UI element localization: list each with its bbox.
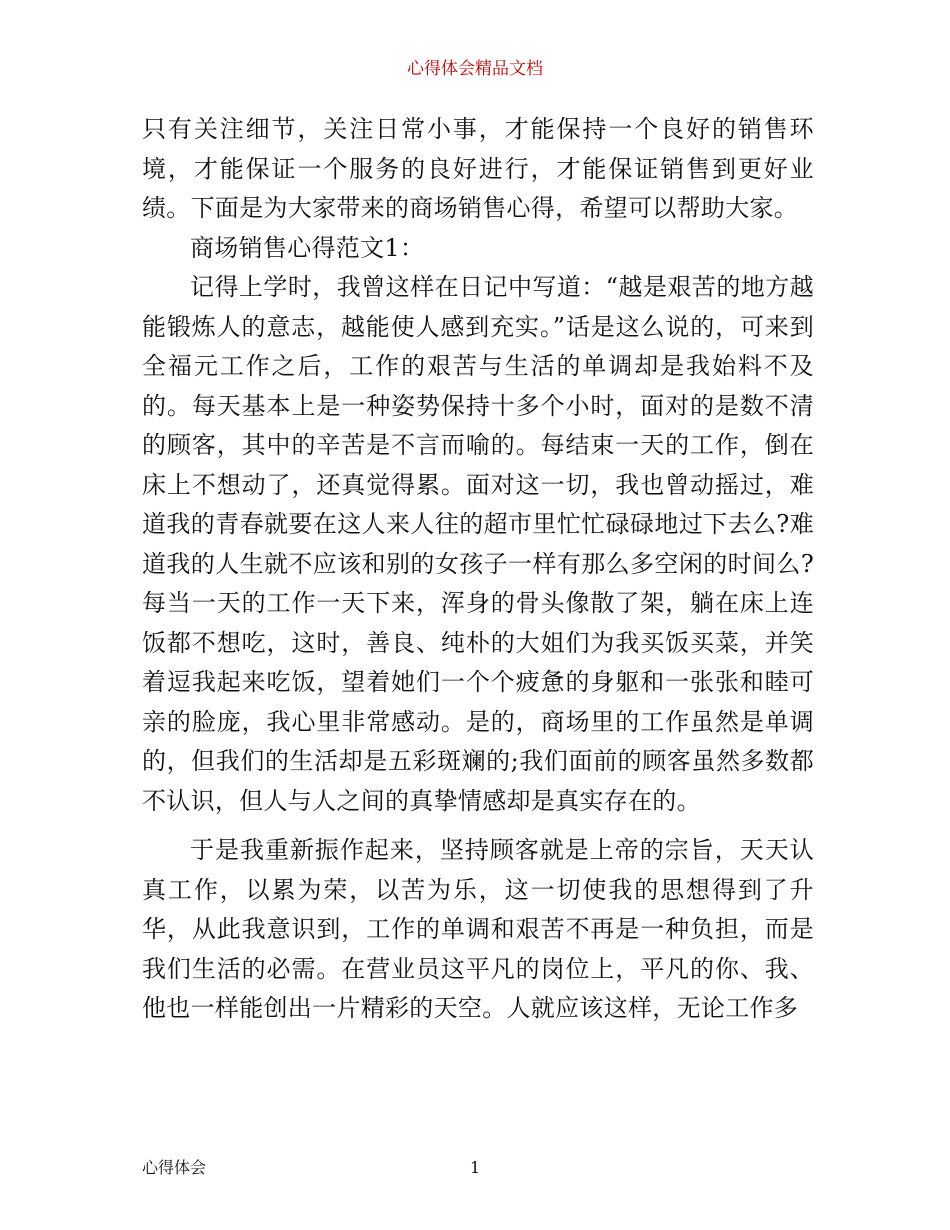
- paragraph-heading: 商场销售心得范文1：: [190, 233, 425, 262]
- document-body: [142, 110, 814, 1029]
- paragraph-body-2: 于是我重新振作起来，坚持顾客就是上帝的宗旨，天天认真工作，以累为荣，以苦为乐，这一切使我的思想得到了升华，从此我意识到，工作的单调和艰苦不再是一种负担，而是我们生活的必需。在营业员这平凡的岗位上，平凡的你、我、他也一样能创出一片精彩的天空。人就应该这样，无论工作多: [142, 836, 814, 1022]
- page-header-title: 心得体会精品文档: [407, 59, 543, 79]
- paragraph-body-1: 记得上学时，我曾这样在日记中写道：“越是艰苦的地方越能锻炼人的意志，越能使人感到充实。”话是这么说的，可来到全福元工作之后，工作的艰苦与生活的单调却是我始料不及的。每天基本上是一种姿势保持十多个小时，面对的是数不清的顾客，其中的辛苦是不言而喻的。每结束一天的工作，倒在床上不想动了，还真觉得累。面对这一切，我也曾动摇过，难道我的青春就要在这人来人往的超市里忙忙碌碌地过下去么?难道我的人生就不应该和别的女孩子一样有那么多空闲的时间么?每当一天的工作一天下来，浑身的骨头像散了架，躺在床上连饭都不想吃，这时，善良、纯朴的大姐们为我买饭买菜，并笑着逗我起来吃饭，望着她们一个个疲惫的身躯和一张张和睦可亲的脸庞，我心里非常感动。是的，商场里的工作虽然是单调的，但我们的生活却是五彩斑斓的;我们面前的顾客虽然多数都不认识，但人与人之间的真挚情感却是真实存在的。: [142, 273, 814, 815]
- footer-page-number: 1: [470, 1158, 481, 1177]
- footer-label: 心得体会: [142, 1158, 207, 1177]
- paragraph-intro: 只有关注细节，关注日常小事，才能保持一个良好的销售环境，才能保证一个服务的良好进行，才能保证销售到更好业绩。下面是为大家带来的商场销售心得，希望可以帮助大家。: [142, 115, 814, 222]
